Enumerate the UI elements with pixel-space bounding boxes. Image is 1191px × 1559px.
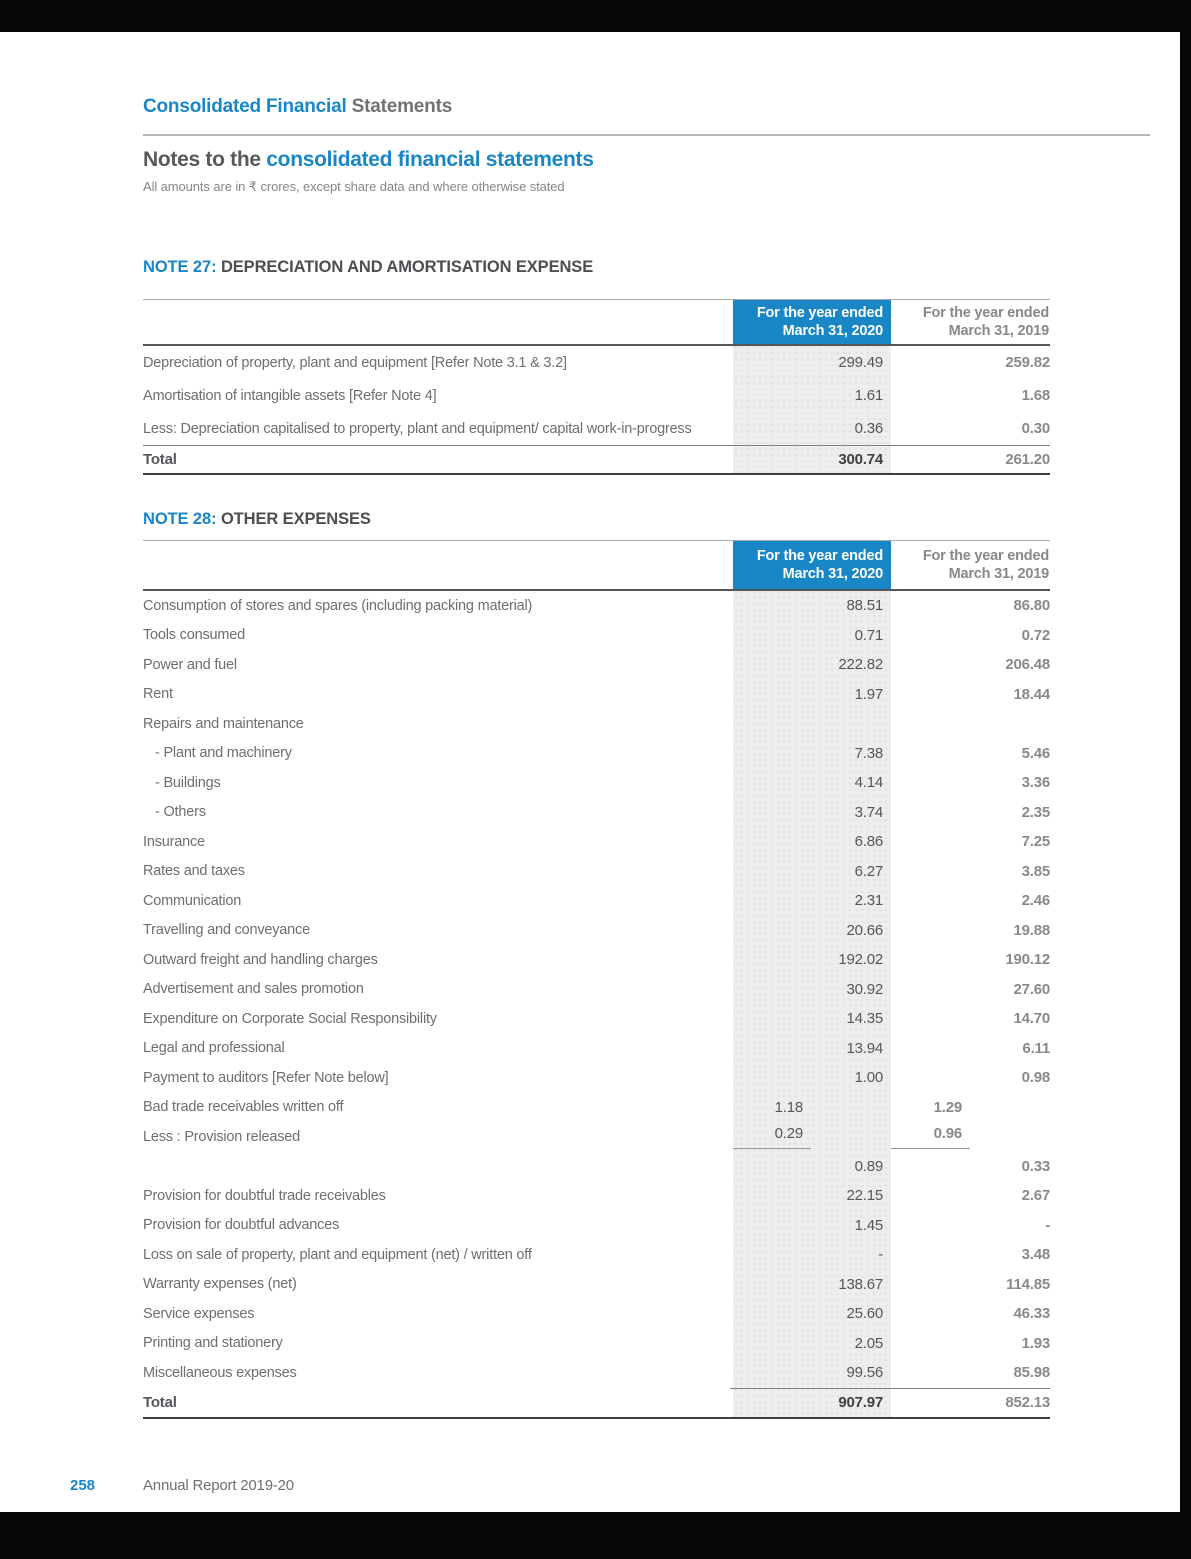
value-2020: 0.89 (854, 1157, 883, 1175)
page-number: 258 (70, 1477, 96, 1494)
value-2019: 0.72 (1021, 626, 1050, 644)
value-2019: 86.80 (1013, 597, 1050, 615)
note28-table (143, 540, 1050, 1419)
row-label: Communication (143, 892, 242, 909)
value-2020: 14.35 (846, 1010, 883, 1028)
table-row (143, 916, 1050, 946)
footer-report-label: Annual Report 2019-20 (143, 1477, 294, 1494)
column-header-2019-line2: March 31, 2019 (948, 566, 1049, 582)
row-label: Insurance (143, 833, 205, 850)
table-row (143, 975, 1050, 1005)
total-divider (730, 1388, 1050, 1389)
value-2020: 0.71 (854, 626, 883, 644)
value-2020: 6.86 (854, 833, 883, 851)
value-2019 (891, 1125, 1050, 1149)
row-label: Bad trade receivables written off (143, 1099, 344, 1116)
table-row (143, 886, 1050, 916)
column-header-2020-line1: For the year ended (756, 305, 883, 321)
note27-table-body (143, 346, 1050, 445)
total-value-2019: 852.13 (1005, 1394, 1050, 1411)
total-value-2019: 261.20 (1005, 451, 1050, 468)
row-label: Tools consumed (143, 627, 245, 644)
value-2020: 2.05 (854, 1334, 883, 1352)
page-header-title (143, 96, 452, 118)
value-2019: 85.98 (1013, 1364, 1050, 1382)
table-row (143, 739, 1050, 769)
header-divider (143, 134, 1150, 136)
row-label: Miscellaneous expenses (143, 1364, 297, 1381)
row-label: - Plant and machinery (155, 745, 292, 762)
page-header-title-secondary: Statements (346, 96, 453, 117)
column-header-2020-line1: For the year ended (756, 548, 883, 564)
row-label: Outward freight and handling charges (143, 951, 378, 968)
value-2019: 2.67 (1021, 1187, 1050, 1205)
value-2019: 0.98 (1021, 1069, 1050, 1087)
table-row (143, 650, 1050, 680)
value-2020 (733, 1125, 891, 1149)
value-2020: 138.67 (838, 1275, 883, 1293)
row-label: Depreciation of property, plant and equipment [Refer Note 3.1 & 3.2] (143, 354, 567, 371)
table-row (143, 709, 1050, 739)
value-2020: 25.60 (846, 1305, 883, 1323)
row-label: Travelling and conveyance (143, 922, 310, 939)
table-row (143, 1152, 1050, 1182)
value-2019: 206.48 (1005, 656, 1050, 674)
table-row (143, 945, 1050, 975)
table-row (143, 1329, 1050, 1359)
row-label: Payment to auditors [Refer Note below] (143, 1069, 389, 1086)
note28-heading (143, 510, 371, 529)
value-2020: 99.56 (846, 1364, 883, 1382)
value-2019: 3.48 (1021, 1246, 1050, 1264)
row-label: Provision for doubtful advances (143, 1217, 340, 1234)
column-header-2020 (733, 300, 891, 344)
row-label: - Others (155, 804, 206, 821)
value-2019: 0.30 (1021, 420, 1050, 437)
sub-value-2019: 0.96 (891, 1125, 970, 1149)
table-row (143, 1211, 1050, 1241)
value-2020: 30.92 (846, 980, 883, 998)
value-2020: 20.66 (846, 921, 883, 939)
row-label: Legal and professional (143, 1040, 285, 1057)
value-2019: 7.25 (1021, 833, 1050, 851)
value-2020: 1.00 (854, 1069, 883, 1087)
value-2019: 190.12 (1005, 951, 1050, 969)
row-label: Rates and taxes (143, 863, 245, 880)
value-2020: 13.94 (846, 1039, 883, 1057)
value-2019: 259.82 (1005, 354, 1050, 371)
value-2019: 19.88 (1013, 921, 1050, 939)
value-2020: 4.14 (854, 774, 883, 792)
total-divider (143, 445, 1050, 446)
table-row (143, 1358, 1050, 1388)
value-2019: 2.35 (1021, 803, 1050, 821)
row-label: Less : Provision released (143, 1128, 300, 1145)
row-label: Less: Depreciation capitalised to property, plant and equipment/ capital work-in-progress (143, 420, 692, 437)
value-2019: 27.60 (1013, 980, 1050, 998)
total-value-2020: 300.74 (838, 451, 883, 468)
page-header-title-primary: Consolidated Financial (143, 96, 347, 117)
row-label: Repairs and maintenance (143, 715, 304, 732)
table-row (143, 621, 1050, 651)
value-2019: - (1045, 1216, 1050, 1234)
note27-table-header (143, 300, 1050, 346)
row-label: Printing and stationery (143, 1335, 283, 1352)
value-2019: 1.68 (1021, 387, 1050, 404)
value-2019: 18.44 (1013, 685, 1050, 703)
value-2020: 3.74 (854, 803, 883, 821)
note27-heading (143, 258, 593, 277)
notes-title-highlight: consolidated financial statements (266, 148, 594, 171)
sub-value-2020: 0.29 (733, 1125, 811, 1149)
note28-table-header (143, 541, 1050, 591)
value-2019 (891, 1099, 1050, 1116)
table-row (143, 346, 1050, 379)
row-label: Expenditure on Corporate Social Responsibility (143, 1010, 437, 1027)
value-2019: 14.70 (1013, 1010, 1050, 1028)
row-label: Power and fuel (143, 656, 237, 673)
value-2019: 3.85 (1021, 862, 1050, 880)
column-header-2019 (891, 300, 1050, 344)
value-2019: 6.11 (1022, 1039, 1050, 1057)
table-row (143, 1063, 1050, 1093)
column-header-2019-line1: For the year ended (922, 305, 1049, 321)
value-2020: 1.61 (854, 387, 883, 404)
table-row (143, 1299, 1050, 1329)
value-2019: 3.36 (1021, 774, 1050, 792)
value-2019: 1.93 (1021, 1334, 1050, 1352)
column-header-2020-line2: March 31, 2020 (782, 566, 883, 582)
table-row (143, 412, 1050, 445)
table-row (143, 1240, 1050, 1270)
total-label: Total (143, 1393, 177, 1411)
row-label: - Buildings (155, 774, 221, 791)
header-spacer (143, 541, 733, 589)
sub-value-2019: 1.29 (933, 1098, 962, 1116)
value-2020: - (878, 1246, 883, 1264)
note27-label: NOTE 27: (143, 258, 217, 276)
sub-value-2020: 1.18 (774, 1098, 803, 1116)
value-2020: 222.82 (838, 656, 883, 674)
value-2019: 46.33 (1013, 1305, 1050, 1323)
column-header-2019-line2: March 31, 2019 (948, 323, 1049, 339)
column-header-2019-line1: For the year ended (922, 548, 1049, 564)
table-row (143, 591, 1050, 621)
total-label: Total (143, 450, 177, 468)
row-label: Amortisation of intangible assets [Refer Note 4] (143, 387, 437, 404)
row-label: Warranty expenses (net) (143, 1276, 297, 1293)
value-2020: 192.02 (838, 951, 883, 969)
row-label: Provision for doubtful trade receivables (143, 1187, 386, 1204)
row-label: Consumption of stores and spares (including packing material) (143, 597, 533, 614)
table-row (143, 798, 1050, 828)
table-row (143, 1034, 1050, 1064)
notes-title-prefix: Notes to the (143, 148, 267, 171)
total-row (143, 446, 1050, 473)
table-row (143, 768, 1050, 798)
value-2019: 2.46 (1021, 892, 1050, 910)
value-2019: 114.85 (1006, 1275, 1050, 1293)
value-2020: 22.15 (846, 1187, 883, 1205)
value-2020: 0.36 (854, 420, 883, 437)
table-row (143, 1181, 1050, 1211)
table-row (143, 680, 1050, 710)
value-2020: 1.45 (854, 1216, 883, 1234)
total-value-2020: 907.97 (838, 1394, 883, 1411)
value-2020: 6.27 (854, 862, 883, 880)
value-2020: 2.31 (854, 892, 883, 910)
row-label: Rent (143, 686, 173, 703)
table-row (143, 857, 1050, 887)
notes-subtitle: All amounts are in ₹ crores, except share data and where otherwise stated (143, 179, 565, 194)
total-row (143, 1389, 1050, 1417)
table-row (143, 827, 1050, 857)
table-row (143, 1270, 1050, 1300)
column-header-2020-line2: March 31, 2020 (782, 323, 883, 339)
table-row (143, 1093, 1050, 1123)
table-row (143, 379, 1050, 412)
value-2020: 7.38 (854, 744, 883, 762)
note28-table-body (143, 591, 1050, 1388)
row-label: Loss on sale of property, plant and equipment (net) / written off (143, 1246, 532, 1263)
value-2020 (733, 1099, 891, 1116)
value-2020: 299.49 (838, 354, 883, 371)
header-spacer (143, 300, 733, 344)
note27-table (143, 299, 1050, 475)
value-2020: 1.97 (854, 685, 883, 703)
column-header-2020 (733, 541, 891, 589)
note28-label: NOTE 28: (143, 510, 217, 528)
column-header-2019 (891, 541, 1050, 589)
row-label: Service expenses (143, 1305, 255, 1322)
table-row (143, 1004, 1050, 1034)
note28-title: OTHER EXPENSES (216, 510, 371, 528)
value-2019: 5.46 (1021, 744, 1050, 762)
notes-title (143, 148, 594, 172)
note27-title: DEPRECIATION AND AMORTISATION EXPENSE (216, 258, 594, 276)
table-row (143, 1122, 1050, 1152)
report-page (0, 32, 1180, 1512)
value-2019: 0.33 (1021, 1157, 1050, 1175)
row-label: Advertisement and sales promotion (143, 981, 364, 998)
value-2020: 88.51 (846, 597, 883, 615)
